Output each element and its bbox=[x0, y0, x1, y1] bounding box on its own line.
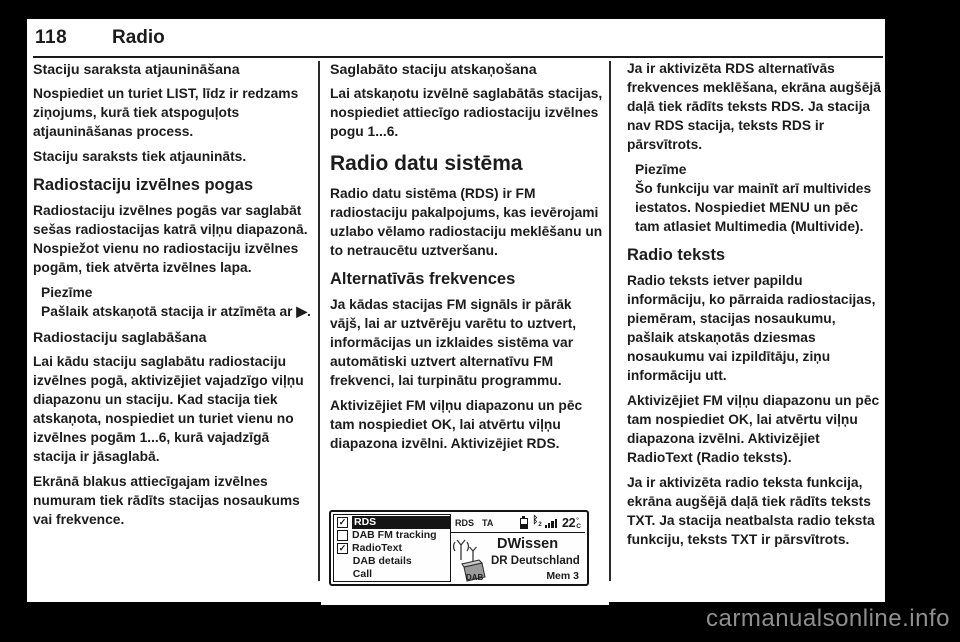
paragraph: Ja kādas stacijas FM signāls ir pārāk vājš, lai ar uztvērēju varētu to uztvert, informācijas un izklaides sistēma var automātiski uztvert alternatīvu FM frekvenci, lai turpinātu programmu. bbox=[330, 297, 577, 388]
display-status-bar bbox=[451, 514, 585, 533]
section-heading: Alternatīvās frekvences bbox=[330, 270, 516, 288]
celsius-symbol: C bbox=[576, 522, 581, 530]
checkbox-checked-icon: ✓ bbox=[338, 542, 347, 553]
note-title: Piezīme bbox=[635, 162, 687, 177]
temperature-value: 22 bbox=[561, 516, 576, 530]
bluetooth-device-count: 2 bbox=[538, 522, 542, 528]
note-body: Šo funkciju var mainīt arī multivides iestatos. Nospiediet MENU un pēc tam atlasiet Multimedia (Multivide). bbox=[635, 181, 872, 234]
paragraph: Radiostaciju izvēlnes pogās var saglabāt sešas radiostacijas katrā viļņu diapazonā. Nospiežot vienu no radiostaciju izvēlnes pogām, tiek atvērta izvēlnes lapa. bbox=[33, 203, 308, 275]
manual-page bbox=[27, 19, 885, 602]
paragraph: Ja ir aktivizēta radio teksta funkcija, ekrāna augšējā daļā tiek rādīts teksts TXT. Ja stacija neatbalsta radio teksta funkciju, teksts TXT ir pārsvītrots. bbox=[627, 475, 875, 547]
station-name: DWissen bbox=[497, 536, 559, 552]
status-rds-label: RDS bbox=[455, 518, 475, 528]
display-menu-panel bbox=[333, 514, 451, 582]
station-provider: DR Deutschland bbox=[491, 555, 580, 567]
column-3 bbox=[627, 59, 881, 555]
column-1 bbox=[33, 59, 311, 535]
section-heading: Radiostaciju izvēlnes pogas bbox=[33, 176, 254, 194]
section-heading: Radiostaciju saglabāšana bbox=[33, 330, 207, 346]
section-heading: Radio teksts bbox=[627, 246, 726, 264]
column-divider bbox=[318, 61, 320, 581]
note-block bbox=[635, 160, 881, 236]
menu-item-label: RDS bbox=[352, 516, 450, 529]
status-ta-label: TA bbox=[482, 518, 494, 528]
chapter-section-heading: Radio datu sistēma bbox=[330, 152, 523, 175]
display-main-panel bbox=[451, 514, 585, 582]
column-2 bbox=[330, 59, 603, 459]
menu-item-rds bbox=[334, 516, 450, 529]
checkbox-checked-icon: ✓ bbox=[338, 517, 347, 527]
menu-item-label: DAB FM tracking bbox=[352, 529, 437, 542]
section-heading: Staciju saraksta atjaunināšana bbox=[33, 62, 240, 78]
menu-item-label: DAB details bbox=[352, 554, 412, 567]
dab-icon-label: DAB bbox=[466, 573, 484, 582]
paragraph: Staciju saraksts tiek atjaunināts. bbox=[33, 149, 247, 164]
section-heading: Saglabāto staciju atskaņošana bbox=[330, 62, 537, 78]
note-title: Piezīme bbox=[41, 285, 93, 300]
battery-icon bbox=[520, 518, 528, 529]
temperature-unit bbox=[576, 517, 581, 529]
signal-bars-icon bbox=[545, 519, 557, 528]
menu-item-call bbox=[334, 567, 450, 580]
site-watermark: carmanualsonline.info bbox=[706, 605, 950, 632]
bluetooth-icon: ᛒ$_2$ bbox=[532, 515, 542, 528]
memory-preset: Mem 3 bbox=[546, 570, 579, 582]
note-body: Pašlaik atskaņotā stacija ir atzīmēta ar ▶. bbox=[41, 304, 311, 319]
paragraph: Lai atskaņotu izvēlnē saglabātās stacijas, nospiediet attiecīgo radiostaciju izvēlnes pogu 1...6. bbox=[330, 86, 603, 139]
note-block bbox=[41, 283, 311, 321]
menu-item-label: RadioText bbox=[352, 542, 402, 555]
display-content-area bbox=[451, 533, 585, 582]
paragraph: Aktivizējiet FM viļņu diapazonu un pēc tam nospiediet OK, lai atvērtu viļņu diapazona izvēlni. Aktivizējiet RadioText (Radio teksts). bbox=[627, 393, 880, 465]
menu-item-radiotext bbox=[334, 542, 450, 555]
column-divider bbox=[609, 61, 611, 581]
paragraph: Ekrānā blakus attiecīgajam izvēlnes numuram tiek rādīts stacijas nosaukums vai frekvence. bbox=[33, 474, 300, 527]
paragraph: Nospiediet un turiet LIST, līdz ir redzams ziņojums, kurā tiek atspoguļots atjaunināšanas process. bbox=[33, 86, 299, 139]
paragraph: Radio teksts ietver papildu informāciju, ko pārraida radiostacijas, piemēram, stacijas nosaukumu, pašlaik atskaņotās dziesmas nosaukumu vai izpildītāju, ziņu informāciju utt. bbox=[627, 273, 876, 383]
menu-item-dab-fm-tracking bbox=[334, 529, 450, 542]
menu-item-dab-details bbox=[334, 555, 450, 568]
paragraph: Radio datu sistēma (RDS) ir FM radiostaciju pakalpojums, kas ievērojami uzlabo vēlamo radiostaciju meklēšanu un to netraucētu uztveršanu. bbox=[330, 186, 603, 258]
paragraph: Lai kādu staciju saglabātu radiostaciju izvēlnes pogā, aktivizējiet vajadzīgo viļņu diapazonu un staciju. Kad stacija tiek atskaņota, nospiediet un turiet vienu no izvēlnes pogām 1...6, kurā vajadzīgā stacija ir jāsaglabā. bbox=[33, 354, 304, 464]
infotainment-display-frame bbox=[329, 510, 589, 586]
degree-symbol: ° bbox=[576, 517, 579, 524]
radio-display-illustration bbox=[321, 497, 609, 605]
page-number: 118 bbox=[35, 27, 68, 48]
header-rule bbox=[33, 56, 883, 58]
checkbox-unchecked-icon bbox=[337, 530, 348, 541]
menu-item-label: Call bbox=[352, 567, 373, 580]
chapter-title: Radio bbox=[112, 27, 165, 48]
paragraph: Aktivizējiet FM viļņu diapazonu un pēc tam nospiediet OK, lai atvērtu viļņu diapazona izvēlni. Aktivizējiet RDS. bbox=[330, 398, 583, 451]
paragraph: Ja ir aktivizēta RDS alternatīvās frekvences meklēšana, ekrāna augšējā daļā tiek rādīts teksts RDS. Ja stacija nav RDS stacija, teksts RDS ir pārsvītrots. bbox=[627, 61, 881, 152]
